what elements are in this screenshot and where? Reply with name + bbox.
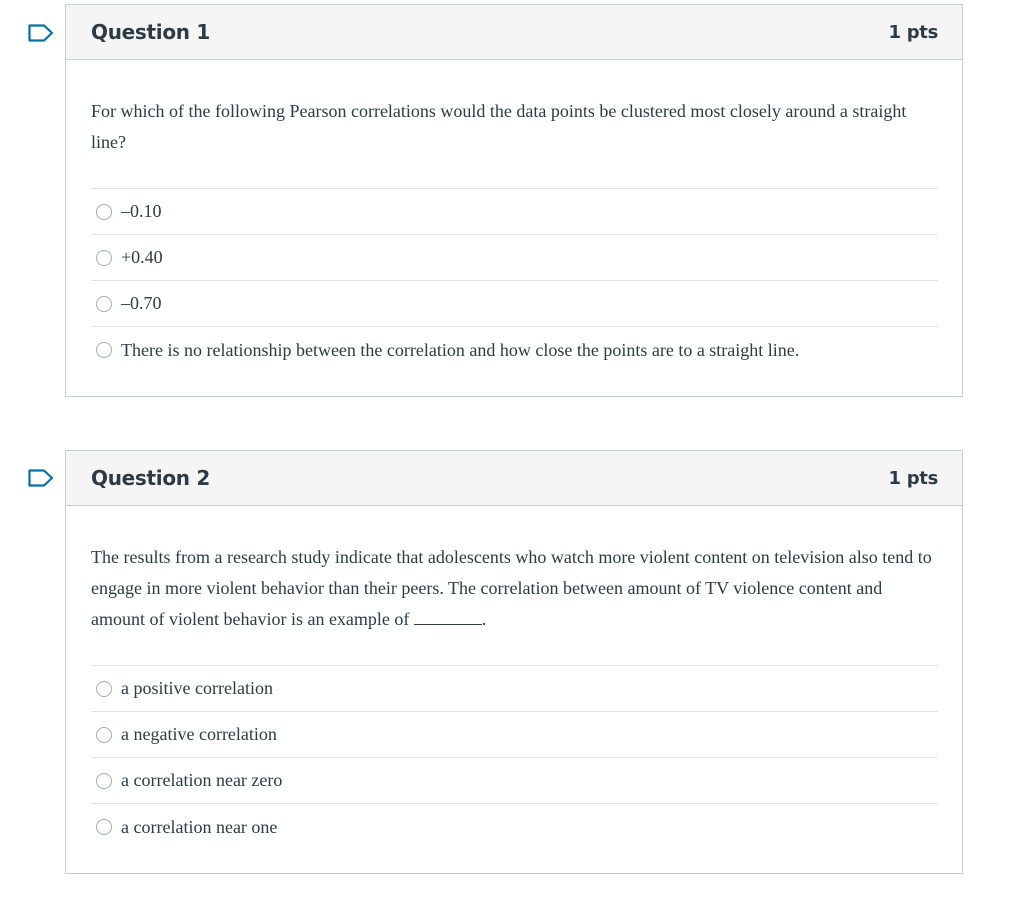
answer-option[interactable] bbox=[91, 712, 938, 758]
question-2-card bbox=[65, 450, 963, 874]
fill-in-blank bbox=[414, 610, 482, 625]
question-2-text-after-blank: . bbox=[481, 609, 487, 629]
answer-option[interactable] bbox=[91, 758, 938, 804]
answer-option[interactable] bbox=[91, 189, 938, 235]
answer-label[interactable]: a positive correlation bbox=[121, 678, 273, 698]
answer-option[interactable] bbox=[91, 327, 938, 373]
question-1-text: For which of the following Pearson correlations would the data points be clustered most closely around a straight line? bbox=[91, 101, 907, 152]
answer-label[interactable]: +0.40 bbox=[121, 247, 163, 267]
question-2-body bbox=[66, 506, 962, 850]
radio-button[interactable] bbox=[96, 819, 112, 835]
radio-button[interactable] bbox=[96, 773, 112, 789]
radio-button[interactable] bbox=[96, 681, 112, 697]
answer-option[interactable] bbox=[91, 666, 938, 712]
radio-button[interactable] bbox=[96, 296, 112, 312]
answer-label[interactable]: a correlation near one bbox=[121, 816, 278, 837]
answer-label[interactable]: a correlation near zero bbox=[121, 770, 283, 790]
answer-option[interactable] bbox=[91, 281, 938, 327]
question-2-header bbox=[66, 451, 962, 506]
answer-label[interactable]: –0.10 bbox=[121, 201, 162, 221]
answer-label[interactable]: a negative correlation bbox=[121, 724, 277, 744]
question-2-points: 1 pts bbox=[888, 467, 938, 489]
question-1-points: 1 pts bbox=[888, 21, 938, 43]
question-1-card bbox=[65, 4, 963, 397]
radio-button[interactable] bbox=[96, 250, 112, 266]
question-1-title: Question 1 bbox=[91, 20, 210, 44]
radio-button[interactable] bbox=[96, 727, 112, 743]
question-2-text-before-blank: The results from a research study indicate that adolescents who watch more violent content on television also tend to engage in more violent behavior than their peers. The correlation between amount of TV violence content and amount of violent behavior is an example of bbox=[91, 547, 932, 629]
flag-question-1-icon[interactable] bbox=[28, 24, 54, 42]
radio-button[interactable] bbox=[96, 204, 112, 220]
question-1-answers bbox=[91, 188, 938, 373]
answer-label[interactable]: –0.70 bbox=[121, 293, 162, 313]
question-1-body bbox=[66, 60, 962, 373]
question-2-text bbox=[91, 542, 938, 635]
answer-label[interactable]: There is no relationship between the correlation and how close the points are to a straight line. bbox=[121, 339, 800, 360]
radio-button[interactable] bbox=[96, 342, 112, 358]
question-2-title: Question 2 bbox=[91, 466, 210, 490]
question-1-header bbox=[66, 5, 962, 60]
question-2-answers bbox=[91, 665, 938, 850]
answer-option[interactable] bbox=[91, 804, 938, 850]
flag-question-2-icon[interactable] bbox=[28, 469, 54, 487]
answer-option[interactable] bbox=[91, 235, 938, 281]
